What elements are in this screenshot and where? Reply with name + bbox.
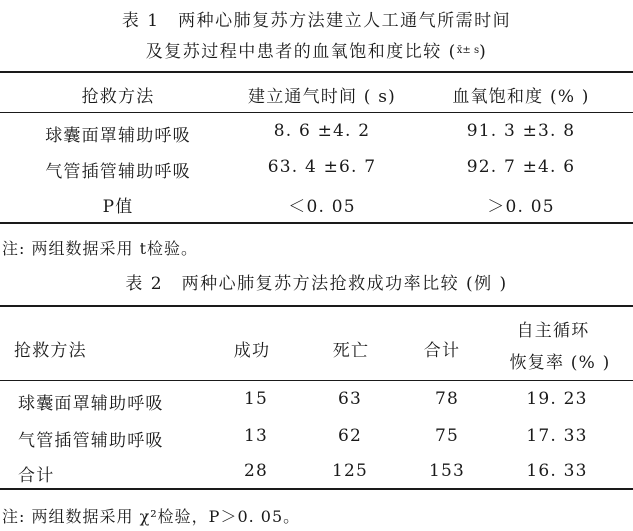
table1-header-time: 建立通气时间 ( s) (248, 87, 396, 107)
table-cell: 63 (337, 389, 363, 409)
table-cell: 17. 33 (526, 426, 588, 446)
table-cell: 气管插管辅助呼吸 (45, 162, 191, 182)
table-cell: 92. 7 ±4. 6 (466, 157, 576, 177)
table1-caption-line2 (0, 37, 633, 62)
table-cell: 19. 23 (526, 389, 588, 409)
table1-header-spo2: 血氧饱和度 (% ) (452, 87, 590, 107)
table-cell: 78 (434, 389, 460, 409)
table-cell: ＜0. 05 (288, 197, 356, 217)
table-cell: 15 (243, 389, 269, 409)
table-cell: P值 (102, 197, 134, 217)
table1-caption-line2-close: ) (479, 42, 488, 62)
table2-header-method: 抢救方法 (14, 341, 87, 361)
table-cell: 75 (434, 426, 460, 446)
table2-bottom-rule (0, 488, 633, 490)
table1-bottom-rule (0, 222, 633, 224)
table-cell: 125 (331, 461, 369, 481)
table-cell: 球囊面罩辅助呼吸 (18, 394, 164, 414)
table2-header-total: 合计 (423, 341, 461, 361)
table-cell: 91. 3 ±3. 8 (466, 121, 576, 141)
table-cell: 28 (243, 461, 269, 481)
table-cell: 8. 6 ±4. 2 (273, 121, 371, 141)
table1-top-rule (0, 71, 633, 73)
table-cell: 63. 4 ±6. 7 (267, 157, 377, 177)
table-cell: 合计 (18, 466, 55, 486)
table2-header-death: 死亡 (332, 341, 370, 361)
table-cell: 62 (337, 426, 363, 446)
table1-header-rule (0, 112, 633, 113)
mean-sd-symbol: x̄± s (456, 45, 480, 56)
table1-caption-line2-text: 及复苏过程中患者的血氧饱和度比较 ( (145, 42, 457, 62)
table-cell: 气管插管辅助呼吸 (18, 431, 164, 451)
table2-header-rosc-line2: 恢复率 (% ) (509, 353, 611, 373)
table2-header-rosc-line1: 自主循环 (516, 321, 590, 341)
table2-top-rule (0, 305, 633, 307)
table-cell: 153 (428, 461, 466, 481)
table1-caption-line1: 表 1 两种心肺复苏方法建立人工通气所需时间 (121, 11, 512, 31)
table-cell: 13 (243, 426, 269, 446)
table-cell: 16. 33 (526, 461, 588, 481)
table-cell: 球囊面罩辅助呼吸 (45, 126, 191, 146)
table2-header-success: 成功 (233, 341, 271, 361)
table2-header-rule (0, 380, 633, 381)
table-cell: ＞0. 05 (487, 197, 555, 217)
table2-caption: 表 2 两种心肺复苏方法抢救成功率比较 (例 ) (125, 274, 508, 294)
table2-note: 注: 两组数据采用 χ²检验，P＞0. 05。 (2, 507, 301, 526)
table1-header-method: 抢救方法 (81, 87, 155, 107)
table1-note: 注: 两组数据采用 t检验。 (2, 239, 198, 258)
